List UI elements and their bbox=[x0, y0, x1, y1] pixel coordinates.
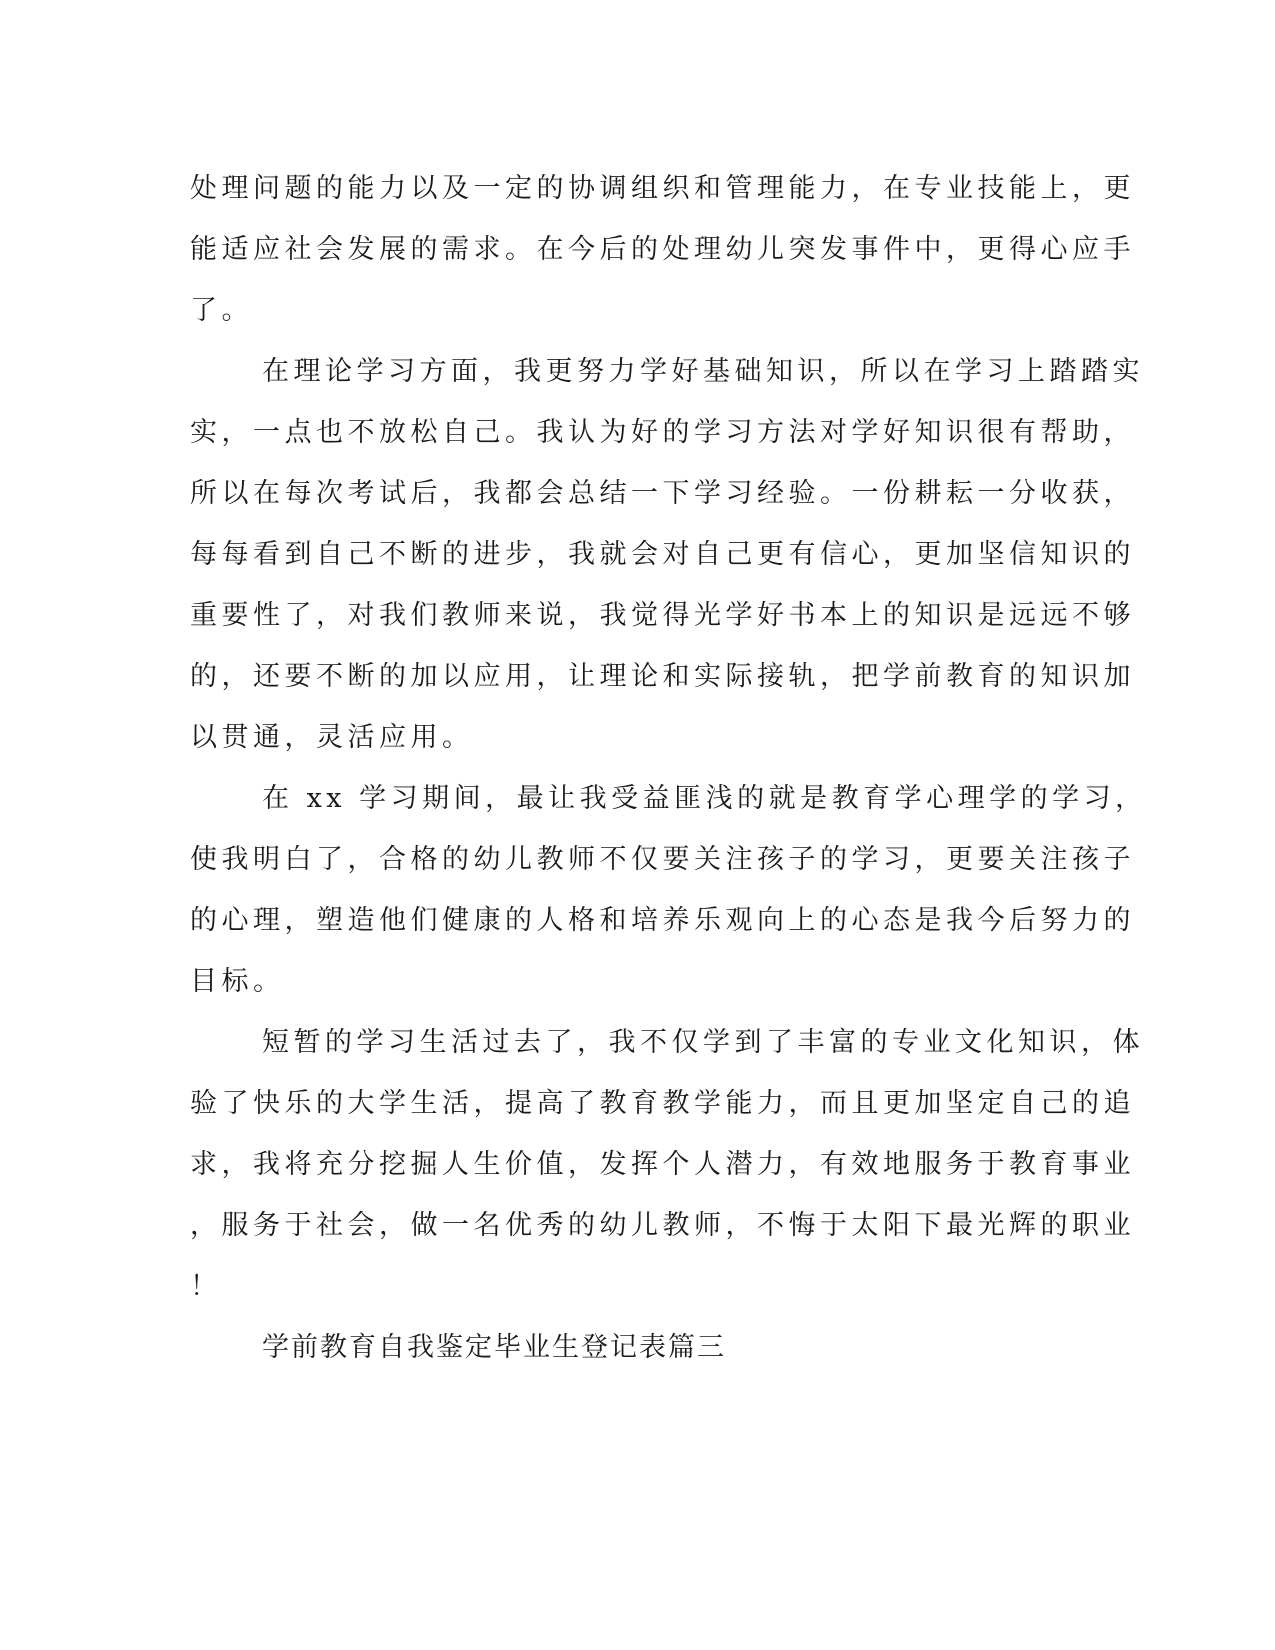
text-line: ，服务于社会，做一名优秀的幼儿教师，不悔于太阳下最光辉的职业 bbox=[190, 1210, 1135, 1241]
text-line: ！ bbox=[190, 1271, 222, 1302]
paragraph-start-line: 在 xx 学习期间，最让我受益匪浅的就是教育学心理学的学习， bbox=[262, 783, 1147, 814]
text-line: 求，我将充分挖掘人生价值，发挥个人潜力，有效地服务于教育事业 bbox=[190, 1149, 1135, 1180]
text-line: 重要性了，对我们教师来说，我觉得光学好书本上的知识是远远不够 bbox=[190, 600, 1135, 631]
text-line: 验了快乐的大学生活，提高了教育教学能力，而且更加坚定自己的追 bbox=[190, 1088, 1135, 1119]
text-line: 以贯通，灵活应用。 bbox=[190, 722, 474, 753]
text-line: 实，一点也不放松自己。我认为好的学习方法对学好知识很有帮助， bbox=[190, 417, 1135, 448]
text-line: 处理问题的能力以及一定的协调组织和管理能力，在专业技能上，更 bbox=[190, 173, 1135, 204]
text-line: 每每看到自己不断的进步，我就会对自己更有信心，更加坚信知识的 bbox=[190, 539, 1135, 570]
text-line: 使我明白了，合格的幼儿教师不仅要关注孩子的学习，更要关注孩子 bbox=[190, 844, 1135, 875]
paragraph-start-line: 在理论学习方面，我更努力学好基础知识，所以在学习上踏踏实 bbox=[262, 356, 1144, 387]
section-heading: 学前教育自我鉴定毕业生登记表篇三 bbox=[262, 1332, 726, 1363]
text-line: 能适应社会发展的需求。在今后的处理幼儿突发事件中，更得心应手 bbox=[190, 234, 1135, 265]
text-line: 目标。 bbox=[190, 966, 285, 997]
text-line: 的，还要不断的加以应用，让理论和实际接轨，把学前教育的知识加 bbox=[190, 661, 1135, 692]
text-line: 了。 bbox=[190, 295, 253, 326]
document-body bbox=[190, 158, 1147, 1378]
text-line: 所以在每次考试后，我都会总结一下学习经验。一份耕耘一分收获， bbox=[190, 478, 1135, 509]
paragraph-start-line: 短暂的学习生活过去了，我不仅学到了丰富的专业文化知识，体 bbox=[262, 1027, 1144, 1058]
text-line: 的心理，塑造他们健康的人格和培养乐观向上的心态是我今后努力的 bbox=[190, 905, 1135, 936]
